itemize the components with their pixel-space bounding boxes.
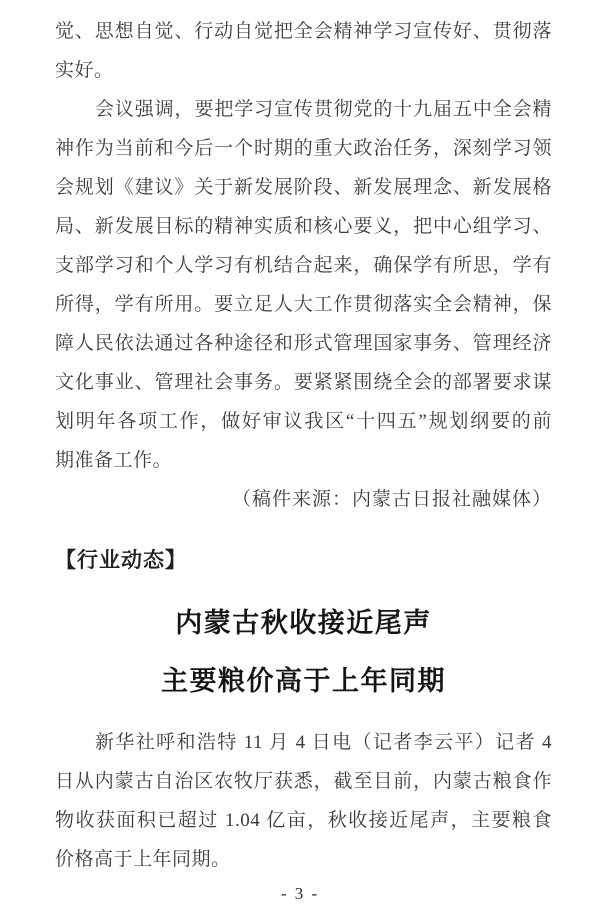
article-headline-line1: 内蒙古秋收接近尾声 [175,608,432,638]
text-line: 所得，学有所用。要立足人大工作贯彻落实全会精神，保 [55,294,552,315]
body-paragraph-xinhua-report [55,723,552,879]
body-paragraph-continuation [55,12,552,90]
text-line: 觉、思想自觉、行动自觉把全会精神学习宣传好、贯彻落 [55,21,552,42]
article-headline-line2: 主要粮价高于上年同期 [161,666,446,696]
text-line: 神作为当前和今后一个时期的重大政治任务，深刻学习领 [55,138,552,159]
source-credit: （稿件来源：内蒙古日报社融媒体） [231,489,552,510]
section-label-industry-news: 【行业动态】 [55,549,187,572]
text-line: 会规划《建议》关于新发展阶段、新发展理念、新发展格 [55,177,552,198]
text-line: 新华社呼和浩特 11 月 4 日电（记者李云平）记者 4 [95,732,552,753]
body-paragraph-meeting-emphasis [55,90,552,480]
text-line: 期准备工作。 [55,450,173,471]
text-line: 日从内蒙古自治区农牧厅获悉，截至目前，内蒙古粮食作 [55,771,552,792]
page-content [55,0,552,879]
text-line: 划明年各项工作，做好审议我区“十四五”规划纲要的前 [55,411,552,432]
text-line: 文化事业、管理社会事务。要紧紧围绕全会的部署要求谋 [55,372,552,393]
text-line: 局、新发展目标的精神实质和核心要义，把中心组学习、 [55,216,552,237]
text-line: 实好。 [55,60,114,81]
text-line: 物收获面积已超过 1.04 亿亩，秋收接近尾声，主要粮食 [55,810,552,831]
page-number: - 3 - [280,884,320,903]
text-line: 支部学习和个人学习有机结合起来，确保学有所思，学有 [55,255,552,276]
text-line: 障人民依法通过各种途径和形式管理国家事务、管理经济 [55,333,552,354]
text-line: 价格高于上年同期。 [55,849,231,870]
text-line: 会议强调，要把学习宣传贯彻党的十九届五中全会精 [95,99,552,120]
